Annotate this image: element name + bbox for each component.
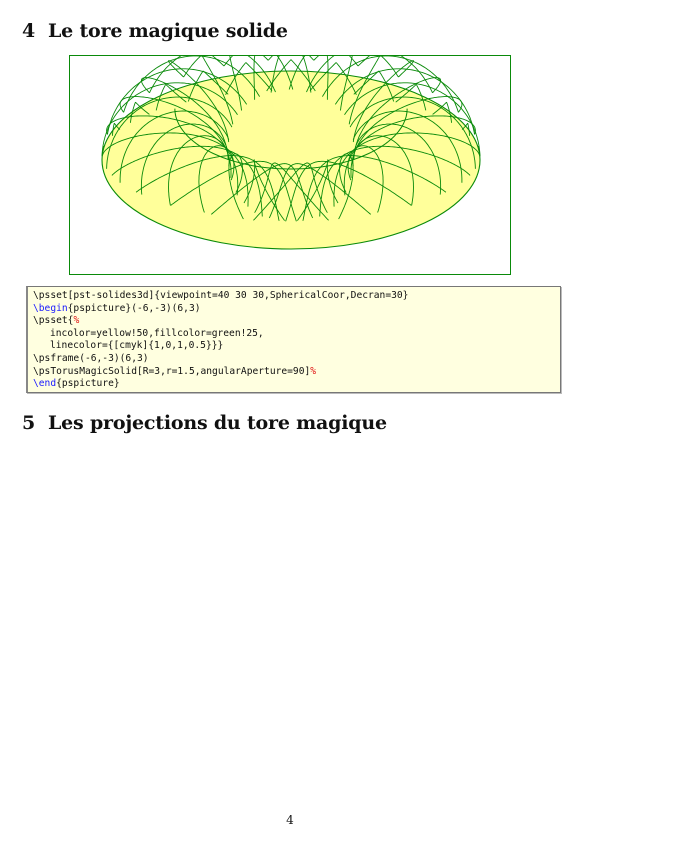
code-line: \psset[pst-solides3d]{viewpoint=40 30 30,SphericalCoor,Decran=30}: [33, 290, 409, 301]
page-number: 4: [286, 813, 294, 827]
code-line: \psTorusMagicSolid[R=3,r=1.5,angularAperture=90]%: [33, 365, 317, 377]
section-title: Le tore magique solide: [48, 20, 288, 42]
torus-figure: [69, 55, 511, 275]
code-listing: [26, 286, 561, 393]
torus-illustration: [70, 56, 512, 276]
code-line: \psframe(-6,-3)(6,3): [33, 352, 149, 364]
code-line: \end{pspicture}: [33, 378, 120, 390]
section-title: Les projections du tore magique: [48, 412, 387, 434]
section-number: 5: [22, 412, 36, 434]
section-number: 4: [22, 20, 36, 42]
code-line: \begin{pspicture}(-6,-3)(6,3): [33, 302, 201, 314]
code-line: incolor=yellow!50,fillcolor=green!25,: [50, 327, 264, 339]
section-heading-5: [22, 412, 387, 434]
torus-outline: [102, 71, 480, 249]
code-line: \psset{%: [33, 315, 80, 327]
section-heading-4: [22, 20, 288, 42]
code-line: linecolor={[cmyk]{1,0,1,0.5}}}: [50, 340, 224, 352]
